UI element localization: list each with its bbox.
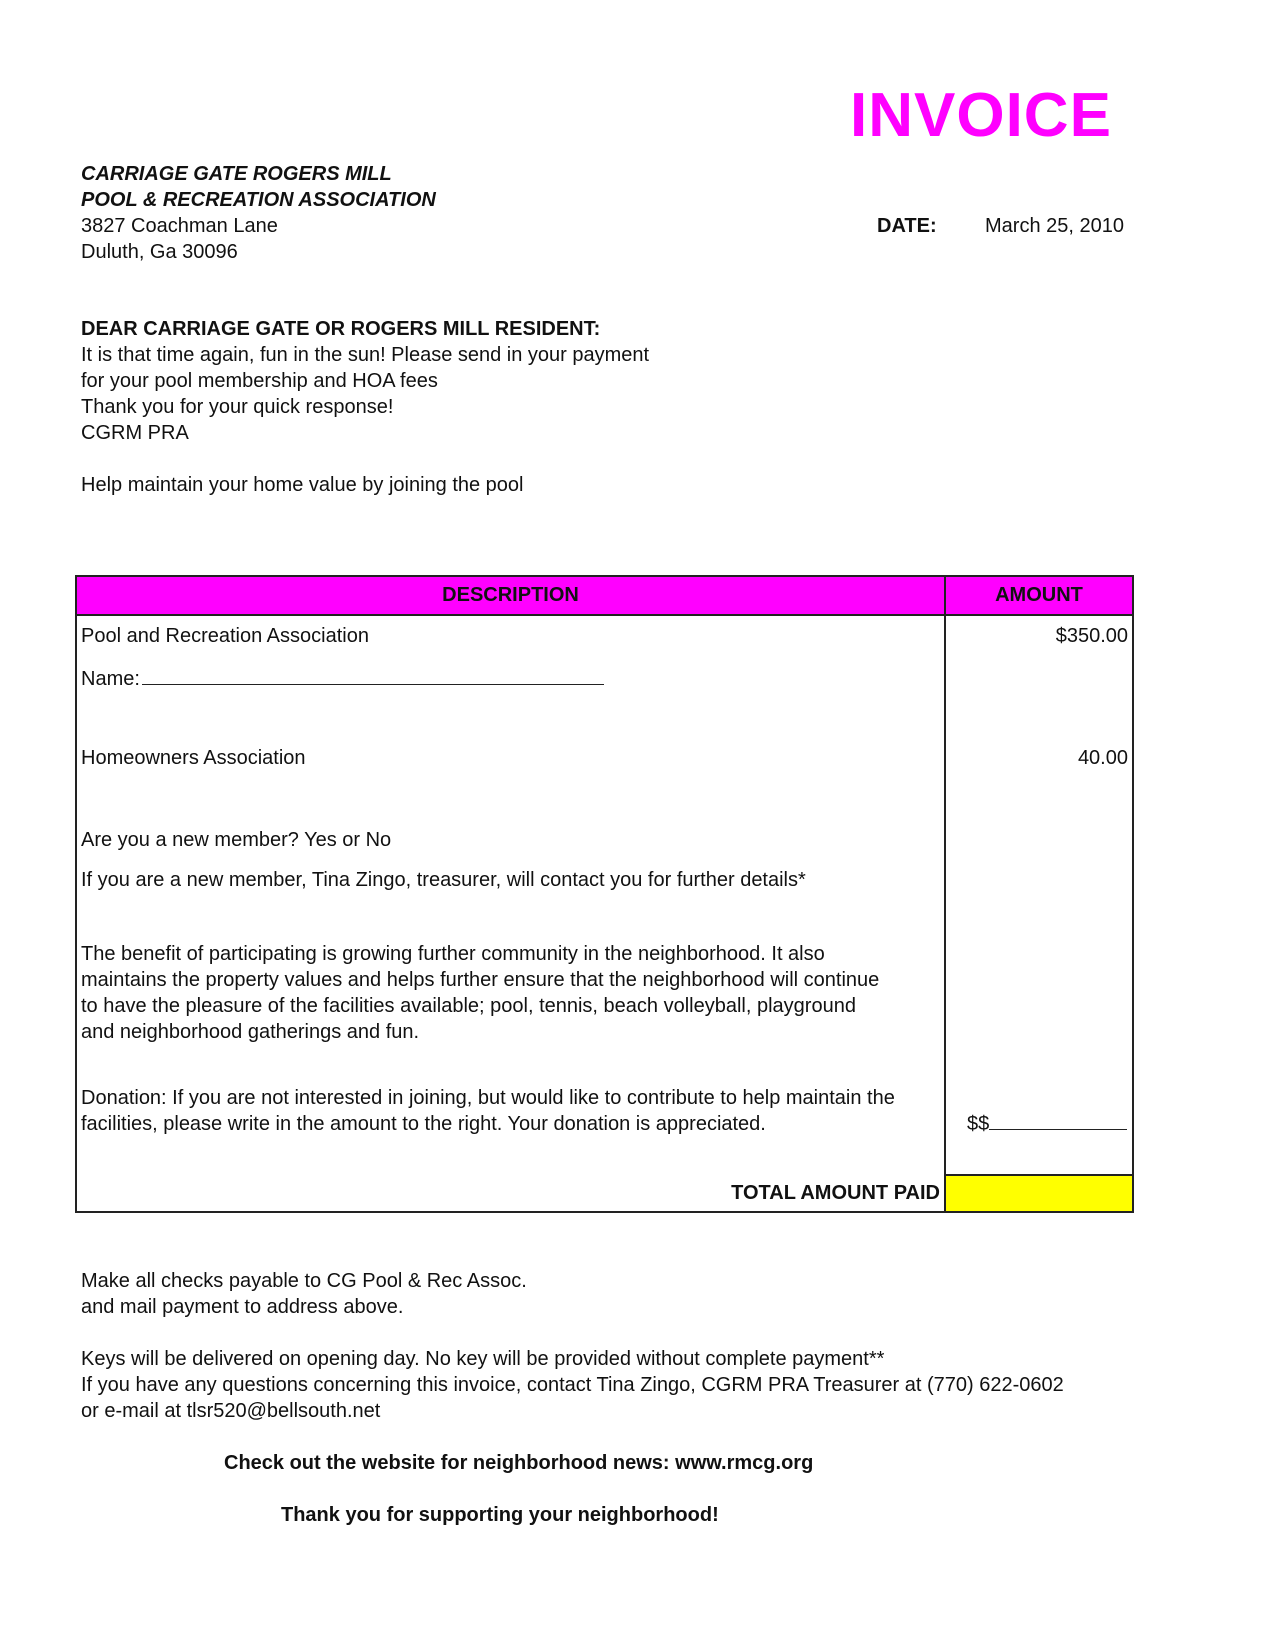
email-line: or e-mail at tlsr520@bellsouth.net (81, 1400, 381, 1422)
tagline: Help maintain your home value by joining the pool (81, 474, 524, 496)
benefit-paragraph: The benefit of participating is growing further community in the neighborhood. It also maintains the property values and helps further ensure that the neighborhood will continue to have the pleasure of the facilities available; pool, tennis, beach volleyball, playground and neighborhood gatherings and fun. (81, 943, 880, 1043)
name-label: Name: (81, 668, 140, 690)
donation-amount-field[interactable] (967, 1111, 1127, 1136)
new-member-note: If you are a new member, Tina Zingo, treasurer, will contact you for further details* (81, 869, 806, 891)
keys-line: Keys will be delivered on opening day. No key will be provided without complete payment** (81, 1348, 885, 1370)
donation-input-line[interactable] (989, 1111, 1127, 1130)
salutation: DEAR CARRIAGE GATE OR ROGERS MILL RESIDENT: (81, 318, 601, 340)
date-value: March 25, 2010 (985, 215, 1124, 237)
questions-line: If you have any questions concerning this invoice, contact Tina Zingo, CGRM PRA Treasurer at (770) 622-0602 (81, 1374, 1064, 1396)
amount-header: AMOUNT (946, 577, 1132, 616)
hoa-item-label: Homeowners Association (81, 747, 306, 769)
website-line: Check out the website for neighborhood news: www.rmcg.org (224, 1452, 814, 1474)
letter-signature: CGRM PRA (81, 422, 189, 444)
checks-payable-line: Make all checks payable to CG Pool & Rec Assoc. (81, 1270, 527, 1292)
hoa-item-amount: 40.00 (1077, 747, 1128, 769)
name-field[interactable] (81, 666, 604, 691)
pool-item-label: Pool and Recreation Association (81, 625, 369, 647)
pool-item-amount: $350.00 (1055, 625, 1128, 647)
letter-line: It is that time again, fun in the sun! Please send in your payment (81, 344, 650, 366)
total-amount-box[interactable] (946, 1174, 1132, 1211)
invoice-table (75, 575, 1134, 1213)
invoice-title: INVOICE (850, 81, 1112, 150)
date-label: DATE: (877, 215, 937, 237)
letter-line: for your pool membership and HOA fees (81, 370, 438, 392)
new-member-question: Are you a new member? Yes or No (81, 829, 392, 851)
mail-payment-line: and mail payment to address above. (81, 1296, 404, 1318)
column-divider (944, 616, 946, 1211)
donation-paragraph: Donation: If you are not interested in joining, but would like to contribute to help maintain the facilities, please write in the amount to the right. Your donation is appreciated. (81, 1087, 895, 1135)
description-header: DESCRIPTION (77, 577, 946, 616)
name-input-line[interactable] (142, 666, 604, 685)
letter-line: Thank you for your quick response! (81, 396, 394, 418)
thanks-line: Thank you for supporting your neighborhood! (281, 1504, 719, 1526)
org-name-line2: POOL & RECREATION ASSOCIATION (81, 189, 436, 211)
total-label: TOTAL AMOUNT PAID (731, 1182, 940, 1204)
org-name-line1: CARRIAGE GATE ROGERS MILL (81, 163, 392, 185)
donation-prefix: $$ (967, 1113, 990, 1135)
address-line1: 3827 Coachman Lane (81, 215, 278, 237)
address-line2: Duluth, Ga 30096 (81, 241, 238, 263)
